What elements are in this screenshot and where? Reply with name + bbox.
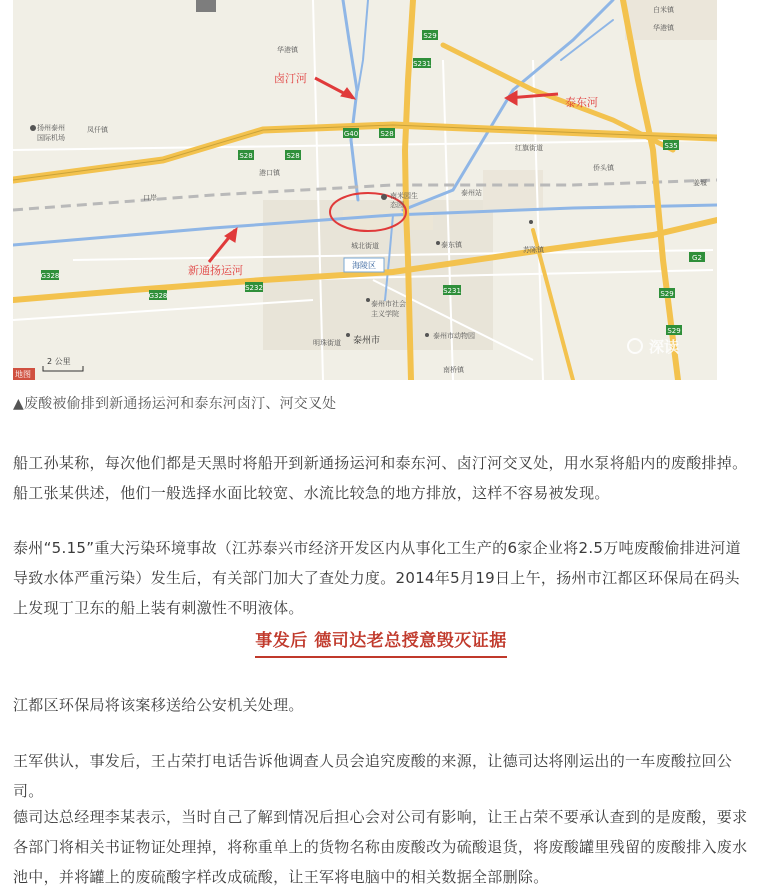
watermark-text: 深读	[649, 338, 680, 356]
shield-14: G2	[692, 254, 702, 262]
label-chengbei: 城北街道	[351, 242, 379, 250]
paragraph-1: 船工孙某称，每次他们都是天黑时将船开到新通扬运河和泰东河、卤汀河交叉处，用水泵将船内的废酸排掉。船工张某供述，他们一般选择水面比较宽、水流比较急的地方排放，这样不容易被发现。	[13, 454, 748, 502]
label-taizhou-city: 泰州市	[353, 336, 381, 346]
label-park-2: 态园	[390, 201, 404, 209]
label-airport-2: 国际机场	[37, 134, 65, 142]
shield-10: G328	[148, 292, 168, 300]
map-tag-label: 地图	[15, 370, 31, 379]
label-qiaotou: 侨头镇	[593, 164, 614, 172]
paragraph-3: 江都区环保局将该案移送给公安机关处理。	[13, 696, 304, 714]
shield-11: S35	[664, 142, 678, 150]
map-canvas	[13, 0, 717, 380]
paragraph-5: 德司达总经理李某表示，当时自己了解到情况后担心会对公司有影响，让王占荣不要承认查到的是废酸，要求各部门将相关书证物证处理掉，将称重单上的货物名称由废酸改为硫酸退货，将废酸罐里残留的废酸排入废水池中，并将罐上的废硫酸字样改成硫酸，让王军将电脑中的相关数据全部删除。	[13, 808, 748, 886]
shield-6: S231	[413, 60, 431, 68]
label-suchen: 苏陈镇	[523, 246, 544, 254]
section-heading	[0, 626, 762, 658]
paragraph-4: 王军供认，事发后，王占荣打电话告诉他调查人员会追究废酸的来源，让德司达将刚运出的一车废酸拉回公司。	[13, 752, 733, 800]
label-hongqiao: 红旗街道	[515, 144, 543, 152]
label-zoo: 泰州市动物园	[433, 332, 475, 340]
shield-9: S232	[245, 284, 263, 292]
image-caption: ▲废酸被偷排到新通扬运河和泰东河卤汀、河交叉处	[13, 396, 337, 412]
paragraph-2: 泰州“5.15”重大污染环境事故（江苏泰兴市经济开发区内从事化工生产的6家企业将2.5万吨废酸偷排进河道导致水体严重污染）发生后，有关部门加大了查处力度。2014年5月19日上午，扬州市江都区环保局在码头上发现丁卫东的船上装有刺激性不明液体。	[13, 539, 741, 617]
label-jiangyan: 姜堰	[693, 179, 707, 187]
label-huayang: 华港镇	[277, 46, 298, 54]
shield-2: S28	[286, 152, 300, 160]
map-image	[13, 0, 717, 380]
label-ninghe: 凤仟镇	[87, 126, 108, 134]
label-huagang: 华港镇	[653, 24, 674, 32]
shield-5: S29	[423, 32, 437, 40]
svg-text:2 公里: 2 公里	[47, 357, 71, 366]
label-park-1: 南米园生	[390, 192, 418, 200]
shield-7: S231	[443, 287, 461, 295]
label-hailing: 海陵区	[352, 261, 376, 270]
shield-13: S29	[667, 327, 681, 335]
label-airport-1: 扬州泰州	[37, 124, 65, 132]
label-nanqiao: 南桥镇	[443, 366, 464, 374]
label-taidong-town: 泰东镇	[441, 241, 462, 249]
label-gangkou: 港口镇	[259, 169, 280, 177]
section-heading-text: 事发后 德司达老总授意毁灭证据	[255, 626, 506, 658]
label-top-right-town: 白米镇	[653, 6, 674, 14]
luting-river-label: 卤汀河	[274, 72, 307, 85]
shield-8: G328	[40, 272, 60, 280]
label-museum-1: 泰州市社会	[371, 300, 406, 308]
label-taizhou-station: 泰州站	[461, 189, 482, 197]
shield-12: S29	[660, 290, 674, 298]
shield-3: G40	[343, 130, 359, 138]
label-kouan: 口岸	[143, 194, 157, 202]
shield-4: S28	[380, 130, 394, 138]
label-mingzhu: 明珠街道	[313, 339, 341, 347]
taidong-river-label: 泰东河	[565, 96, 598, 109]
shield-1: S28	[239, 152, 253, 160]
label-museum-2: 主义学院	[371, 310, 399, 318]
xintong-canal-label: 新通扬运河	[188, 264, 243, 277]
